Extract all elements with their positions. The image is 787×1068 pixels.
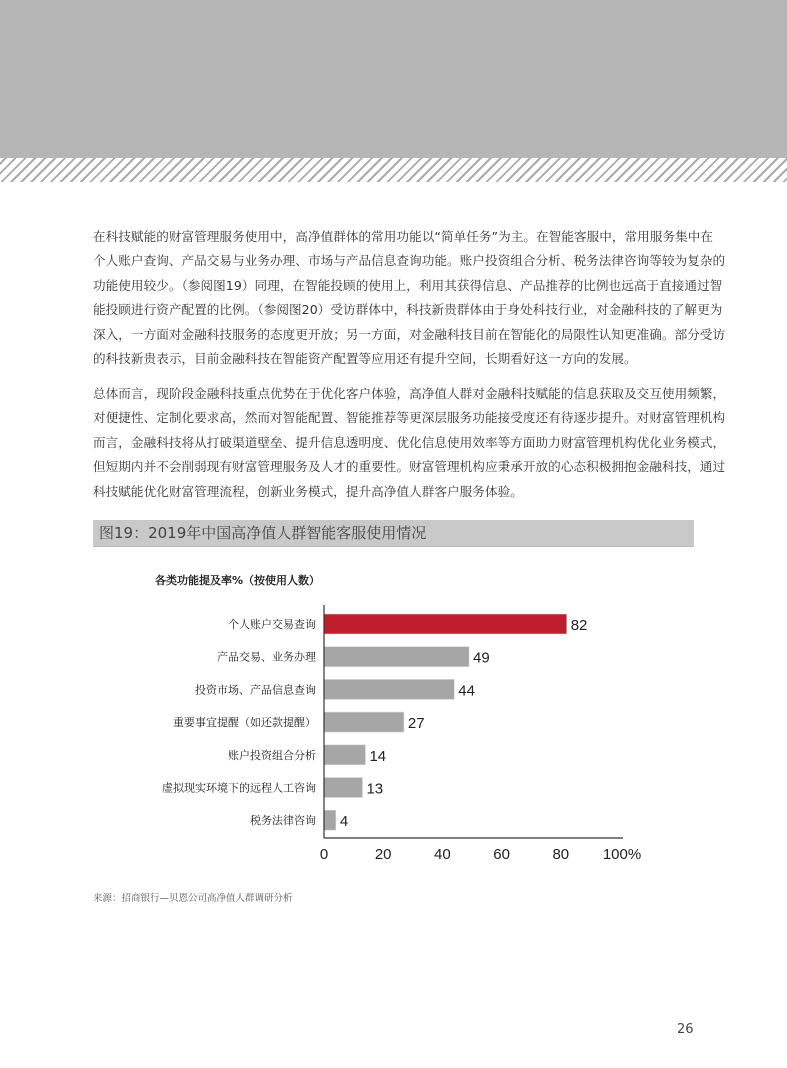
bar — [324, 679, 454, 699]
paragraph-line: 总体而言，现阶段金融科技重点优势在于优化客户体验，高净值人群对金融科技赋能的信息获取及交互使用频繁， — [93, 386, 726, 401]
bar — [324, 810, 336, 830]
paragraph-line: 的科技新贵表示，目前金融科技在智能资产配置等应用还有提升空间，长期看好这一方向的发展。 — [93, 351, 637, 367]
paragraph-line: 深入，一方面对金融科技服务的态度更开放；另一方面，对金融科技目前在智能化的局限性认知更准确。部分受访 — [93, 326, 726, 342]
chart-subtitle: 各类功能提及率%（按使用人数） — [155, 574, 321, 587]
data-label: 27 — [407, 715, 425, 733]
data-label: 44 — [458, 682, 475, 700]
bar — [324, 745, 365, 765]
x-tick-label: 20 — [374, 846, 392, 863]
bar — [324, 647, 469, 667]
x-tick-label: 60 — [493, 846, 510, 863]
category-label: 重要事宜提醒（如还款提醒） — [173, 716, 316, 730]
paragraph-line: 但短期内并不会削弱现有财富管理服务及人才的重要性。财富管理机构应秉承开放的心态积极拥抱金融科技，通过 — [93, 459, 726, 475]
paragraph-line: 功能使用较少。（参阅图19）同理，在智能投顾的使用上，利用其获得信息、产品推荐的比例也远高于直接通过智 — [93, 277, 723, 293]
data-label: 4 — [339, 813, 349, 831]
data-label: 14 — [369, 747, 387, 765]
x-tick-label: 0 — [319, 846, 329, 863]
category-label: 投资市场、产品信息查询 — [195, 683, 316, 697]
x-tick-label: 80 — [552, 846, 570, 863]
category-label: 虚拟现实环境下的远程人工咨询 — [162, 781, 316, 795]
bar — [324, 778, 362, 798]
category-label: 税务法律咨询 — [250, 814, 316, 828]
category-label: 账户投资组合分析 — [228, 748, 316, 762]
data-label: 82 — [570, 617, 588, 634]
data-label: 49 — [473, 649, 490, 667]
paragraph-line: 在科技赋能的财富管理服务使用中，高净值群体的常用功能以“简单任务”为主。在智能客服中，常用服务集中在 — [93, 229, 714, 244]
figure-source: 来源：招商银行—贝恩公司高净值人群调研分析 — [93, 893, 293, 904]
page-number: 26 — [677, 1022, 694, 1037]
figure-title: 图19：2019年中国高净值人群智能客服使用情况 — [93, 520, 694, 547]
paragraph-line: 个人账户查询、产品交易与业务办理、市场与产品信息查询功能。账户投资组合分析、税务法律咨询等较为复杂的 — [93, 253, 726, 269]
bar — [324, 712, 404, 732]
bar — [324, 614, 567, 634]
data-label: 13 — [366, 780, 384, 798]
x-tick-label: 100% — [602, 846, 642, 863]
paragraph-line: 能投顾进行资产配置的比例。（参阅图20）受访群体中，科技新贵群体由于身处科技行业，对金融科技的了解更为 — [93, 302, 723, 318]
category-label: 个人账户交易查询 — [228, 618, 316, 631]
paragraph-line: 对便捷性、定制化要求高，然而对智能配置、智能推荐等更深层服务功能接受度还有待逐步提升。对财富管理机构 — [93, 410, 726, 426]
category-label: 产品交易、业务办理 — [217, 650, 316, 664]
x-tick-label: 40 — [434, 846, 451, 863]
paragraph-line: 而言，金融科技将从打破渠道壁垒、提升信息透明度、优化信息使用效率等方面助力财富管理机构优化业务模式， — [93, 434, 726, 450]
paragraph-line: 科技赋能优化财富管理流程，创新业务模式，提升高净值人群客户服务体验。 — [93, 483, 523, 499]
